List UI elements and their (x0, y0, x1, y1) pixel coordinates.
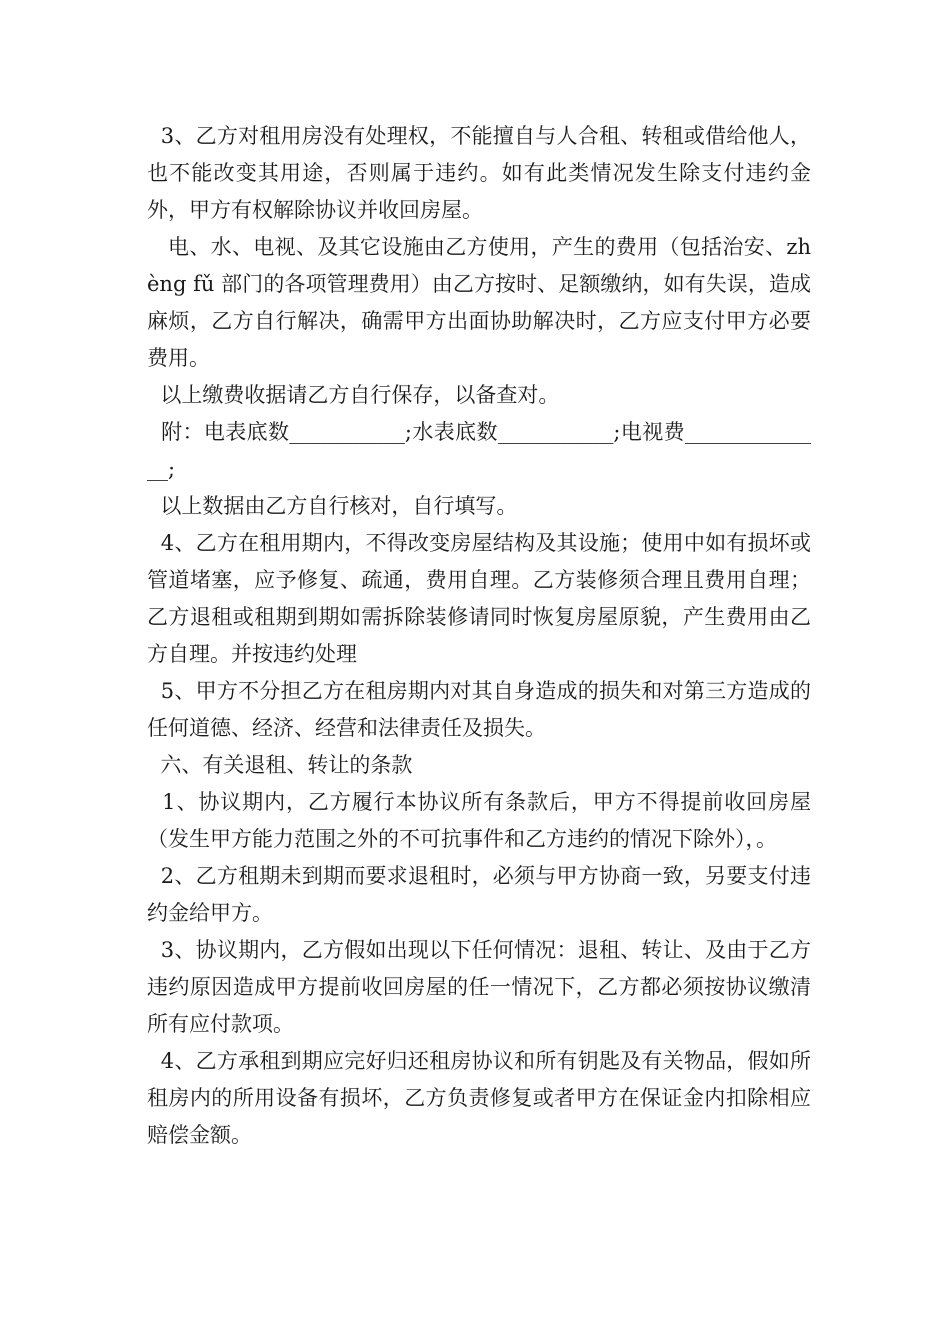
self-check-paragraph: 以上数据由乙方自行核对，自行填写。 (147, 494, 518, 518)
clause-5-liability: 5、甲方不分担乙方在租房期内对其自身造成的损失和对第三方造成的任何道德、经济、经营和法律责任及损失。 (147, 679, 811, 740)
section-six-heading: 六、有关退租、转让的条款 (147, 753, 413, 777)
contract-body (147, 118, 811, 1154)
section-six-clause-3: 3、协议期内，乙方假如出现以下任何情况：退租、转让、及由于乙方违约原因造成甲方提前收回房屋的任一情况下，乙方都必须按协议缴清所有应付款项。 (147, 938, 811, 1036)
receipts-paragraph: 以上缴费收据请乙方自行保存，以备查对。 (147, 383, 560, 407)
clause-3-sublet: 3、乙方对租用房没有处理权，不能擅自与人合租、转租或借给他人，也不能改变其用途，否则属于违约。如有此类情况发生除支付违约金外，甲方有权解除协议并收回房屋。 (147, 124, 811, 222)
meter-readings-paragraph: 附：电表底数___________;水表底数___________;电视费______________; (147, 420, 811, 481)
section-six-clause-2: 2、乙方租期未到期而要求退租时，必须与甲方协商一致，另要支付违约金给甲方。 (147, 864, 811, 925)
section-six-clause-1: 1、协议期内，乙方履行本协议所有条款后，甲方不得提前收回房屋（发生甲方能力范围之外的不可抗事件和乙方违约的情况下除外），。 (147, 790, 811, 851)
clause-4-structure: 4、乙方在租用期内，不得改变房屋结构及其设施；使用中如有损坏或管道堵塞，应予修复、疏通，费用自理。乙方装修须合理且费用自理；乙方退租或租期到期如需拆除装修请同时恢复房屋原貌，产生费用由乙方自理。并按违约处理 (147, 531, 811, 666)
utilities-paragraph: 电、水、电视、及其它设施由乙方使用，产生的费用（包括治安、zhèng fǔ 部门的各项管理费用）由乙方按时、足额缴纳，如有失误，造成麻烦，乙方自行解决，确需甲方出面协助解决时，乙方应支付甲方必要费用。 (147, 235, 811, 370)
section-six-clause-4: 4、乙方承租到期应完好归还租房协议和所有钥匙及有关物品，假如所租房内的所用设备有损坏，乙方负责修复或者甲方在保证金内扣除相应赔偿金额。 (147, 1049, 811, 1147)
